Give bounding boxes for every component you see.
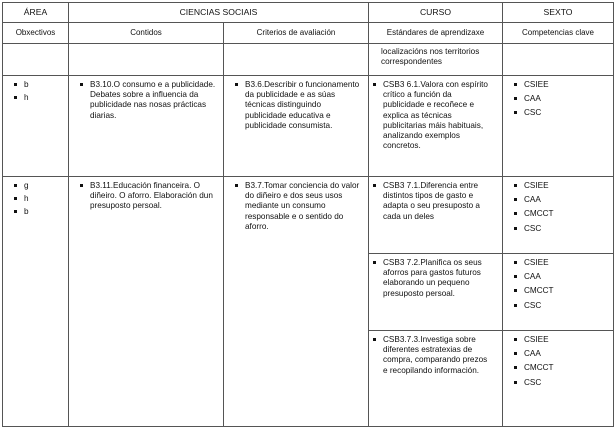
competence-item: CSC xyxy=(514,108,607,118)
criterion-cell xyxy=(224,177,369,427)
content-text: B3.11.Educación financeira. O diñeiro. O aforro. Elaboración dun presuposto persoal. xyxy=(80,181,217,212)
criterion-text: B3.7.Tomar conciencia do valor do diñeiro e dos seus usos mediante un consumo responsable e o sentido do aforro. xyxy=(235,181,362,232)
objective-item: b xyxy=(14,80,62,90)
criterion-text: B3.6.Describir o funcionamento da publicidade e as súas técnicas distinguindo publicidade educativa e publicidade consumista. xyxy=(235,80,362,131)
course-value: SEXTO xyxy=(503,3,614,23)
competence-item: CSIEE xyxy=(514,181,607,191)
col-competences: Competencias clave xyxy=(503,23,614,44)
col-objectives: Obxectivos xyxy=(3,23,69,44)
course-label: CURSO xyxy=(369,3,503,23)
standard-text: CSB3 6.1.Valora con espírito crítico a función da publicidade e recoñece e explica as técnicas publicitarias máis habituais, analizando exemplos concretos. xyxy=(373,80,494,151)
carryover-row xyxy=(3,44,614,76)
standard-cell xyxy=(369,254,503,331)
competence-item: CSIEE xyxy=(514,80,607,90)
standard-cell xyxy=(369,177,503,254)
competence-item: CMCCT xyxy=(514,286,607,296)
objectives-cell xyxy=(3,76,69,177)
carryover-standard: localizacións nos territorios correspondentes xyxy=(369,44,503,76)
table-row xyxy=(3,76,614,177)
column-header-row xyxy=(3,23,614,44)
header-row xyxy=(3,3,614,23)
competence-item: CSIEE xyxy=(514,335,607,345)
objective-item: b xyxy=(14,207,62,217)
competence-item: CAA xyxy=(514,272,607,282)
standard-text: CSB3.7.3.Investiga sobre diferentes estratexias de compra, comparando prezos e recopilando información. xyxy=(373,335,494,376)
curriculum-table xyxy=(2,2,614,427)
objective-item: g xyxy=(14,181,62,191)
col-criteria: Criterios de avaliación xyxy=(224,23,369,44)
col-standards: Estándares de aprendizaxe xyxy=(369,23,503,44)
competences-cell xyxy=(503,177,614,254)
competence-item: CSC xyxy=(514,378,607,388)
content-cell xyxy=(69,177,224,427)
competence-item: CMCCT xyxy=(514,363,607,373)
area-label: ÁREA xyxy=(3,3,69,23)
competences-cell xyxy=(503,76,614,177)
competence-item: CAA xyxy=(514,349,607,359)
col-contents: Contidos xyxy=(69,23,224,44)
competence-item: CMCCT xyxy=(514,209,607,219)
standard-cell xyxy=(369,331,503,427)
content-cell xyxy=(69,76,224,177)
standard-cell xyxy=(369,76,503,177)
objective-item: h xyxy=(14,93,62,103)
competences-cell xyxy=(503,254,614,331)
competence-item: CSC xyxy=(514,224,607,234)
content-text: B3.10.O consumo e a publicidade. Debates sobre a influencia da publicidade nas nosas prácticas diarias. xyxy=(80,80,217,121)
competence-item: CSIEE xyxy=(514,258,607,268)
standard-text: CSB3 7.1.Diferencia entre distintos tipos de gasto e adapta o seu presuposto a cada un deles xyxy=(373,181,494,222)
table-row xyxy=(3,177,614,254)
objective-item: h xyxy=(14,194,62,204)
competence-item: CAA xyxy=(514,94,607,104)
competence-item: CSC xyxy=(514,301,607,311)
competence-item: CAA xyxy=(514,195,607,205)
criterion-cell xyxy=(224,76,369,177)
subject-title: CIENCIAS SOCIAIS xyxy=(69,3,369,23)
objectives-cell xyxy=(3,177,69,427)
competences-cell xyxy=(503,331,614,427)
standard-text: CSB3 7.2.Planifica os seus aforros para gastos futuros elaborando un pequeno presuposto persoal. xyxy=(373,258,494,299)
